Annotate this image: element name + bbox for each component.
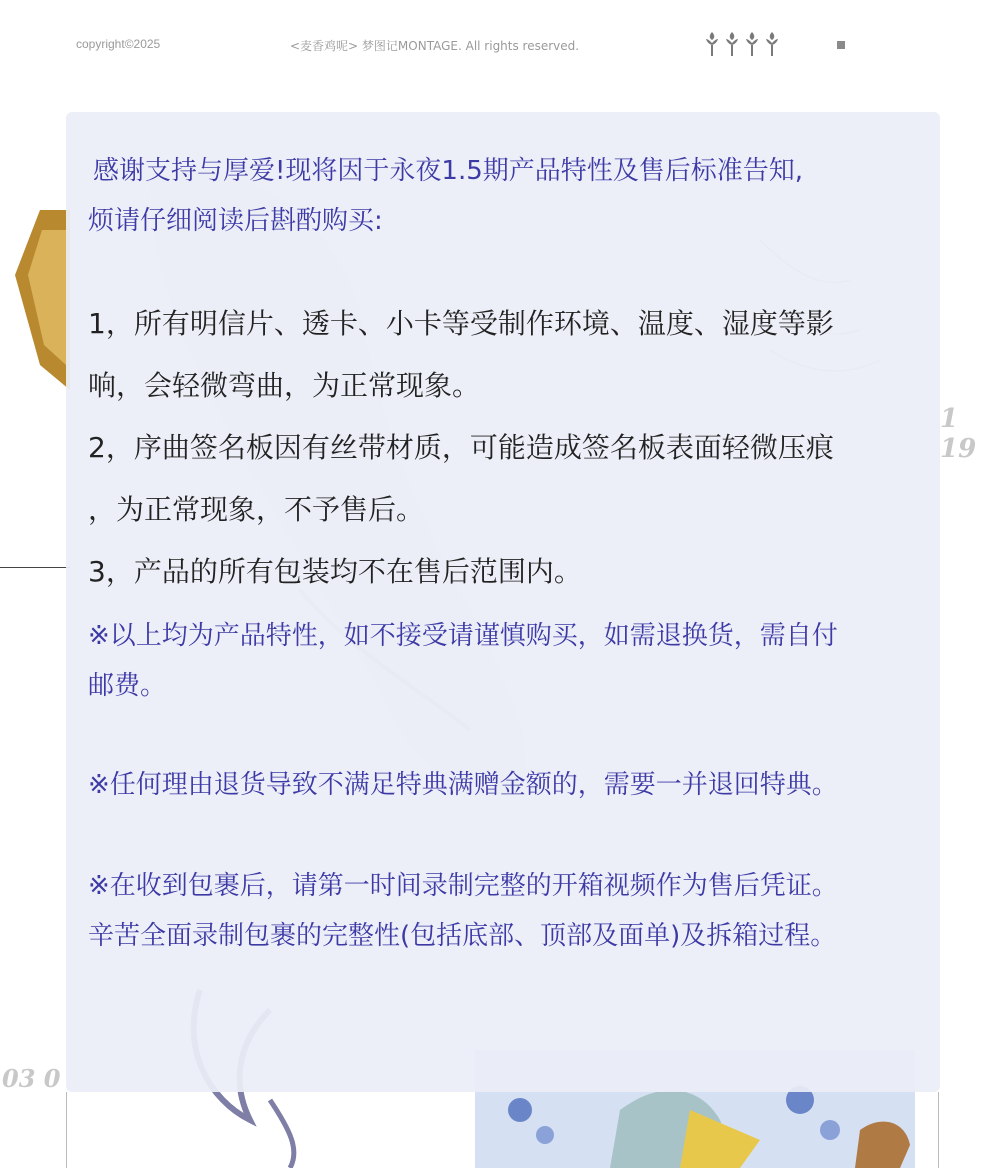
note-line: ※以上均为产品特性，如不接受请谨慎购买，如需退换货，需自付 — [88, 621, 838, 651]
fleur-ornament-group — [703, 30, 781, 58]
decorative-number: 03 0 — [2, 1064, 61, 1093]
notice-item-2-cont: ，为正常现象，不予售后。 — [88, 493, 425, 526]
decorative-number: 1 19 — [940, 404, 977, 464]
credit-text: <麦香鸡呢> 梦图记MONTAGE. All rights reserved. — [290, 39, 580, 53]
intro-line: 烦请仔细阅读后斟酌购买: — [88, 206, 383, 236]
divider-line — [0, 567, 70, 568]
note-line: ※在收到包裹后，请第一时间录制完整的开箱视频作为售后凭证。 — [88, 871, 838, 901]
notice-item-2: 2，序曲签名板因有丝带材质，可能造成签名板表面轻微压痕 — [88, 431, 834, 464]
intro-line: 感谢支持与厚爱!现将因于永夜1.5期产品特性及售后标准告知, — [93, 156, 804, 186]
notice-item-3: 3，产品的所有包装均不在售后范围内。 — [88, 555, 582, 588]
fleur-ornament-icon — [763, 30, 781, 58]
notice-card — [66, 112, 940, 1092]
fleur-ornament-icon — [703, 30, 721, 58]
copyright-text: copyright©2025 — [76, 37, 161, 51]
frame-edge-line — [938, 1092, 939, 1168]
notice-item-1: 1，所有明信片、透卡、小卡等受制作环境、温度、湿度等影 — [88, 307, 834, 340]
frame-edge-line — [66, 1092, 67, 1168]
note-line: 邮费。 — [88, 671, 167, 701]
notice-item-1-cont: 响，会轻微弯曲，为正常现象。 — [88, 369, 481, 402]
fleur-ornament-icon — [723, 30, 741, 58]
square-marker-icon — [837, 41, 845, 49]
note-line: ※任何理由退货导致不满足特典满赠金额的，需要一并退回特典。 — [88, 770, 838, 800]
note-line: 辛苦全面录制包裹的完整性(包括底部、顶部及面单)及拆箱过程。 — [88, 921, 837, 951]
header-bar — [0, 0, 1000, 90]
fleur-ornament-icon — [743, 30, 761, 58]
